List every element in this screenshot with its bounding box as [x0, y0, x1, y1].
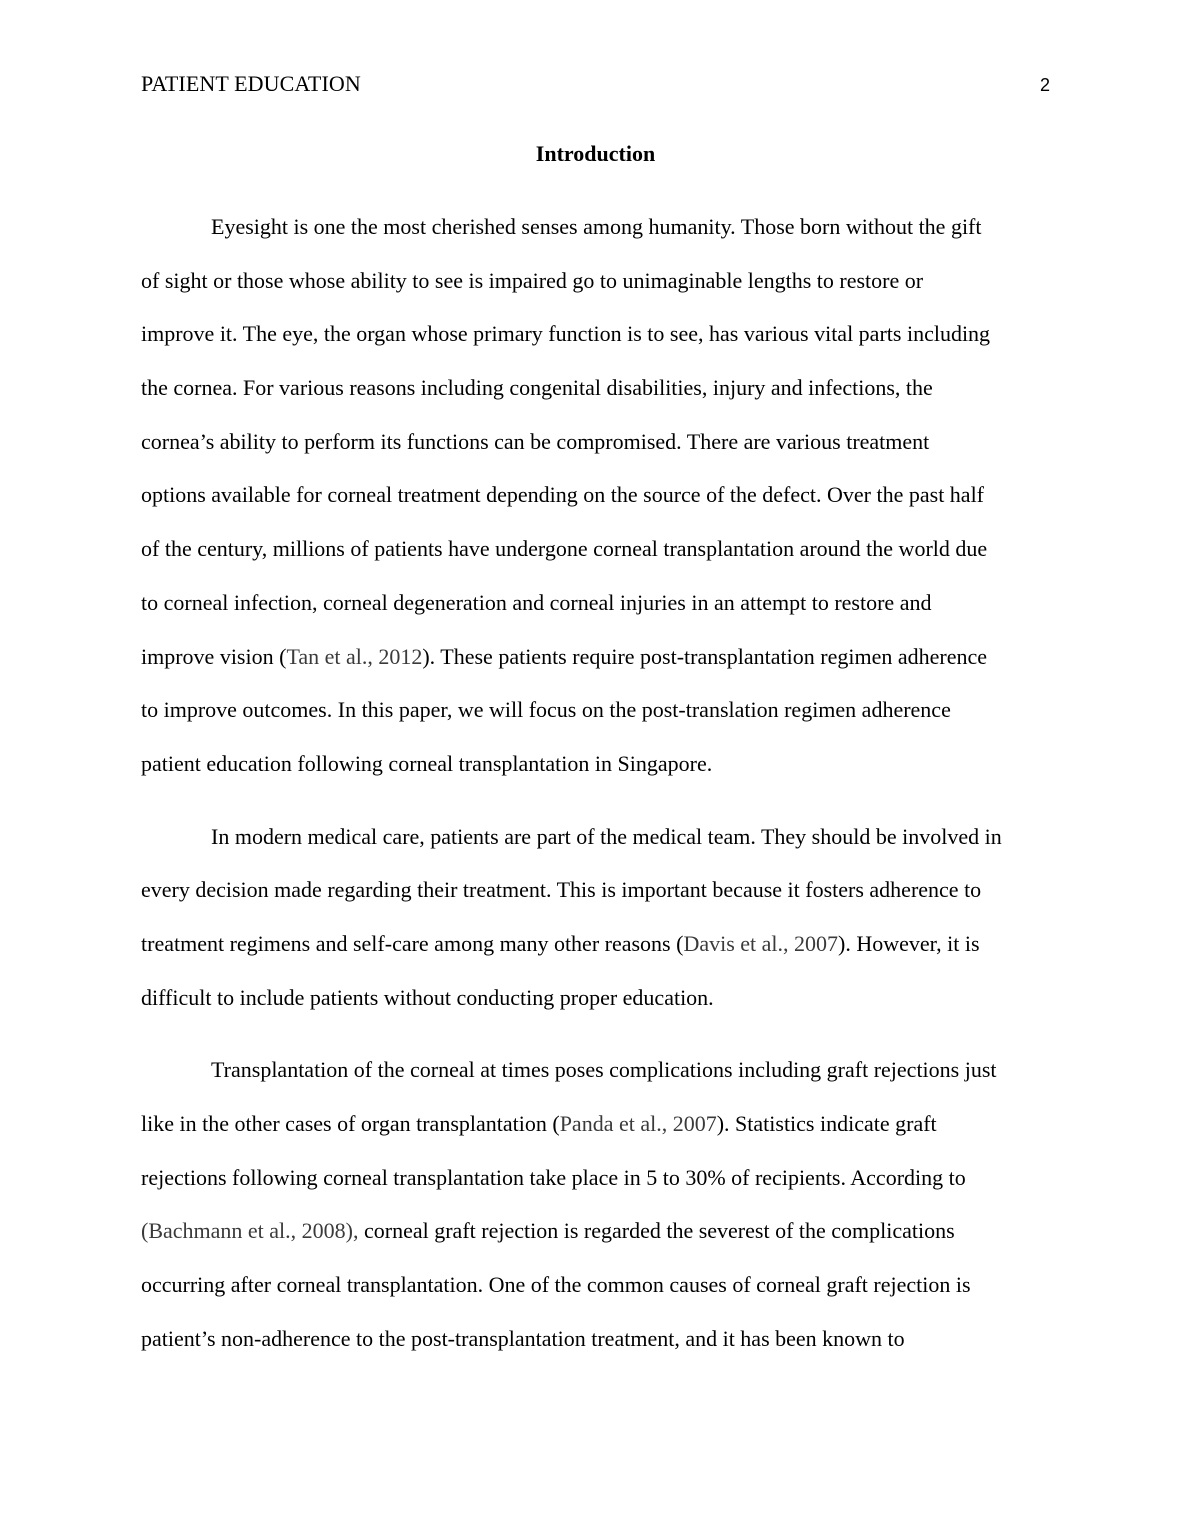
text-run: ). However, it is: [838, 930, 980, 956]
text-line: [141, 917, 1056, 971]
citation: Panda et al., 2007: [559, 1111, 717, 1136]
text-line: [141, 1258, 1056, 1312]
citation: Tan et al., 2012: [286, 643, 423, 669]
text-run: treatment regimens and self-care among many other reasons (: [141, 930, 684, 956]
text-run: ). These patients require post-transplantation regimen adherence: [422, 643, 988, 669]
body-text: [141, 200, 1056, 1365]
text-run: In modern medical care, patients are part of the medical team. They should be involved in: [211, 823, 1002, 849]
text-run: Transplantation of the corneal at times poses complications including graft rejections just: [211, 1057, 997, 1083]
paragraph-gap: [141, 791, 1056, 810]
text-run: like in the other cases of organ transplantation (: [141, 1111, 560, 1136]
text-line: [141, 1204, 1056, 1258]
text-run: difficult to include patients without conducting proper education.: [141, 984, 714, 1010]
text-run: to improve outcomes. In this paper, we will focus on the post-translation regimen adherence: [141, 697, 951, 723]
text-run: options available for corneal treatment depending on the source of the defect. Over the past half: [141, 482, 985, 508]
text-run: to corneal infection, corneal degeneration and corneal injuries in an attempt to restore and: [141, 589, 932, 615]
text-line: [141, 810, 1056, 864]
text-run: corneal graft rejection is regarded the severest of the complications: [358, 1218, 955, 1244]
paragraph: [141, 200, 1056, 791]
text-line: [141, 737, 1056, 791]
text-line: [141, 863, 1056, 917]
text-run: patient’s non-adherence to the post-transplantation treatment, and it has been known to: [141, 1325, 905, 1351]
text-run: of the century, millions of patients have undergone corneal transplantation around the world due: [141, 536, 988, 562]
text-line: [141, 971, 1056, 1025]
section-heading-text: Introduction: [535, 141, 656, 166]
text-line: [141, 415, 1056, 469]
text-line: [141, 576, 1056, 630]
text-run: Eyesight is one the most cherished senses among humanity. Those born without the gift: [211, 214, 982, 239]
text-line: [141, 361, 1056, 415]
section-heading: [141, 140, 1050, 168]
paragraph: [141, 810, 1056, 1025]
text-run: of sight or those whose ability to see is impaired go to unimaginable lengths to restore or: [141, 267, 924, 293]
text-line: [141, 683, 1056, 737]
text-run: every decision made regarding their treatment. This is important because it fosters adherence to: [141, 877, 982, 903]
citation: Davis et al., 2007: [683, 930, 839, 956]
text-run: cornea’s ability to perform its functions can be compromised. There are various treatment: [141, 428, 930, 454]
paragraph-gap: [141, 1024, 1056, 1043]
text-line: [141, 522, 1056, 576]
running-head: PATIENT EDUCATION: [141, 71, 361, 96]
text-run: improve vision (: [141, 643, 287, 669]
text-line: [141, 1043, 1056, 1097]
text-line: [141, 1097, 1056, 1151]
text-line: [141, 1151, 1056, 1205]
text-run: ). Statistics indicate graft: [716, 1111, 937, 1136]
text-line: [141, 200, 1056, 254]
page-number: 2: [1039, 75, 1050, 95]
text-run: the cornea. For various reasons including congenital disabilities, injury and infections, the: [141, 375, 933, 401]
paragraph: [141, 1043, 1056, 1365]
text-run: patient education following corneal transplantation in Singapore.: [141, 750, 713, 776]
text-line: [141, 1312, 1056, 1366]
text-run: rejections following corneal transplantation take place in 5 to 30% of recipients. According to: [141, 1164, 966, 1190]
text-line: [141, 254, 1056, 308]
text-run: improve it. The eye, the organ whose primary function is to see, has various vital parts including: [141, 321, 991, 347]
text-run: occurring after corneal transplantation. One of the common causes of corneal graft rejection is: [141, 1272, 971, 1298]
text-line: [141, 468, 1056, 522]
text-line: [141, 630, 1056, 684]
citation: (Bachmann et al., 2008),: [141, 1218, 359, 1244]
text-line: [141, 307, 1056, 361]
